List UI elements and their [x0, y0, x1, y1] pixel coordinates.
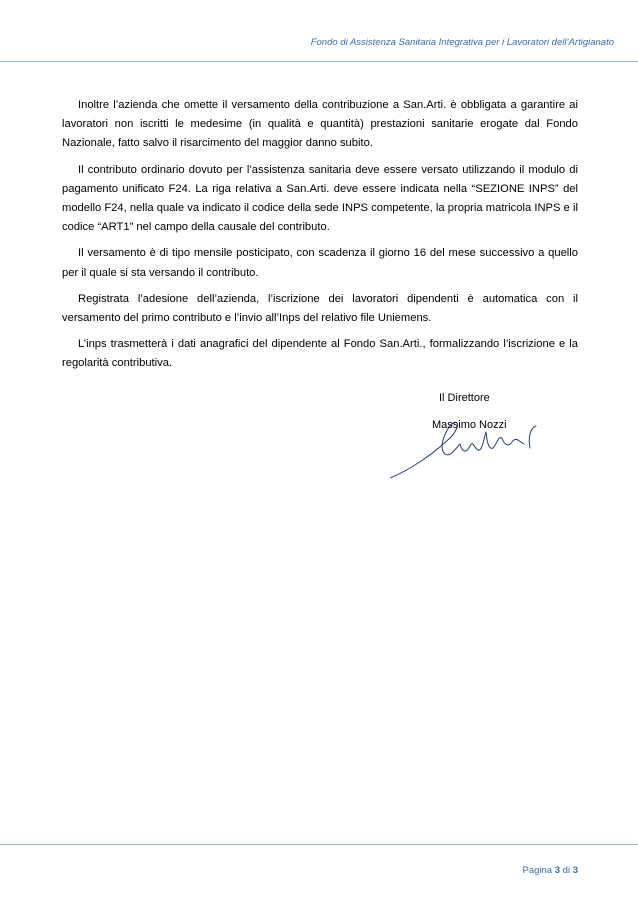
document-body [62, 96, 578, 381]
page-header [0, 0, 638, 62]
paragraph: L’inps trasmetterà i dati anagrafici del dipendente al Fondo San.Arti., formalizzando l’iscrizione e la regolarità contributiva. [62, 338, 578, 370]
page-of: di [562, 865, 571, 876]
page-label: Pagina [522, 865, 553, 876]
paragraph: Registrata l’adesione dell’azienda, l’iscrizione dei lavoratori dipendenti è automatica con il versamento del primo contributo e l’invio all’Inps del relativo file Uniemens. [62, 292, 578, 325]
header-title: Fondo di Assistenza Sanitaria Integrativa per i Lavoratori dell’Artigianato [310, 37, 614, 48]
page-current: 3 [554, 865, 561, 876]
paragraph: Il contributo ordinario dovuto per l’assistenza sanitaria deve essere versato utilizzando il modulo di pagamento unificato F24. La riga relativa a San.Arti. deve essere indicata nella “SEZIONE INPS” del modello F24, nella quale va indicato il codice della sede INPS competente, la propria matricola INPS e il codice “ART1” nel campo della causale del contributo. [62, 163, 578, 234]
footer-divider [0, 844, 638, 845]
signature-block [390, 388, 590, 488]
signature-title: Il Direttore [439, 392, 490, 404]
page-number [522, 865, 578, 876]
page-total: 3 [572, 865, 578, 876]
header-divider [0, 61, 638, 62]
paragraph: Inoltre l’azienda che omette il versamento della contribuzione a San.Arti. è obbligata a garantire ai lavoratori non iscritti le medesime (in qualità e quantità) prestazioni sanitarie erogate dal Fondo Nazionale, fatto salvo il risarcimento del maggior danno subito. [62, 99, 578, 150]
signature-name: Massimo Nozzi [432, 419, 507, 431]
paragraph: Il versamento è di tipo mensile posticipato, con scadenza il giorno 16 del mese successivo a quello per il quale si sta versando il contributo. [62, 247, 578, 279]
